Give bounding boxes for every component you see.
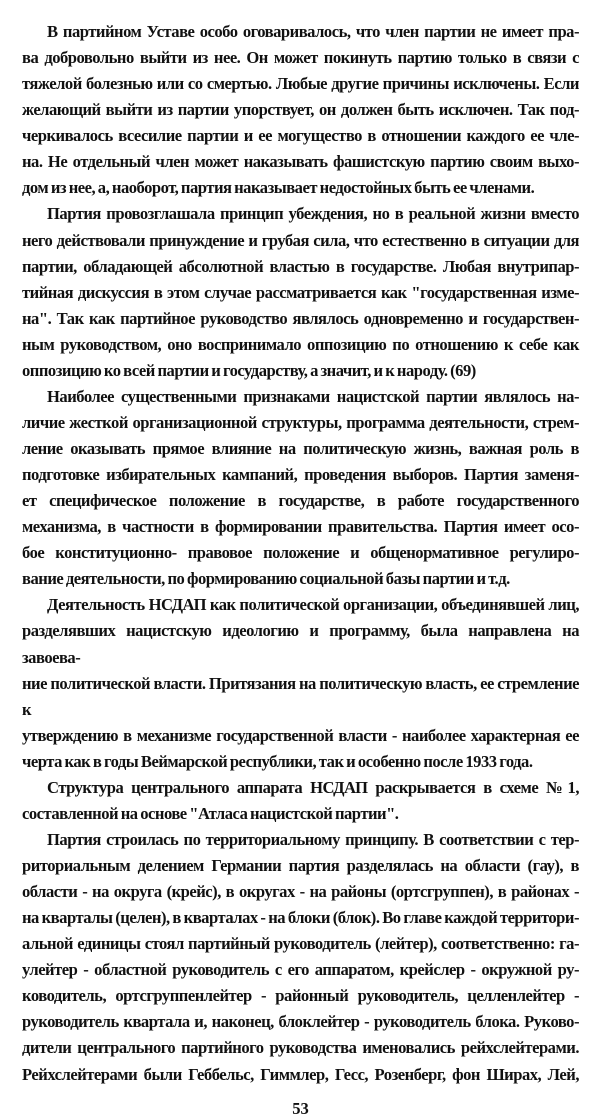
- text-line: черта как в годы Веймарской республики, так и особенно после 1933 года.: [22, 751, 533, 771]
- paragraph: [22, 384, 579, 593]
- text-line: него действовали принуждение и грубая сила, что естественно в ситуации для: [22, 230, 579, 250]
- text-line: Структура центрального аппарата НСДАП раскрывается в схеме №1,: [47, 777, 579, 797]
- text-line: риториальным делением Германии партия разделялась на области (гау), в: [22, 856, 579, 875]
- text-line: ководитель, ортсгруппенлейтер - районный руководитель, целленлейтер -: [22, 986, 579, 1006]
- text-line: Партия провозглашала принцип убеждения, но в реальной жизни вместо: [47, 204, 579, 224]
- text-line: тяжелой болезнью или со смертью. Любые другие причины исключены. Если: [22, 74, 579, 94]
- text-line: Деятельность НСДАП как политической организации, объединявшей лиц,: [47, 595, 579, 615]
- text-line: области - на округа (крейс), в округах - на районы (ортсгруппен), в районах -: [22, 882, 579, 902]
- text-line: ет специфическое положение в государстве, в работе государственного: [22, 491, 579, 511]
- text-line: черкивалось всесилие партии и ее могущество в отношении каждого ее чле-: [22, 126, 579, 146]
- text-line: ва добровольно выйти из нее. Он может покинуть партию только в связи с: [22, 48, 579, 68]
- text-line: тийная дискуссия в этом случае рассматривается как "государственная изме-: [22, 282, 579, 302]
- text-line: составленной на основе "Атласа нацистской партии".: [22, 803, 399, 823]
- text-line: вание деятельности, по формированию социальной базы партии и т.д.: [22, 569, 510, 589]
- paragraph: [22, 201, 579, 383]
- paragraph: [22, 592, 579, 774]
- paragraph: [22, 19, 579, 201]
- text-line: улейтер - областной руководитель с его аппаратом, крейслер - окружной ру-: [22, 960, 579, 980]
- paragraph: [22, 827, 579, 1088]
- text-line: бое конституционно- правовое положение и общенормативное регулиро-: [22, 543, 579, 563]
- text-line: партии, обладающей абсолютной властью в государстве. Любая внутрипар-: [22, 256, 579, 276]
- text-line: дом из нее, а, наоборот, партия наказывает недостойных быть ее членами.: [22, 178, 535, 198]
- text-line: утверждению в механизме государственной власти - наиболее характерная ее: [22, 725, 579, 745]
- text-line: механизма, в частности в формировании правительства. Партия имеет осо-: [22, 517, 579, 537]
- page-number: 53: [292, 1098, 309, 1118]
- text-line: Рейхслейтерами были Геббельс, Гиммлер, Гесс, Розенберг, фон Ширах, Лей,: [22, 1064, 579, 1084]
- text-line: ние политической власти. Притязания на политическую власть, ее стремление к: [22, 673, 579, 719]
- text-line: разделявших нацистскую идеологию и программу, была направлена на завоева-: [22, 621, 579, 667]
- text-line: В партийном Уставе особо оговаривалось, что член партии не имеет пра-: [47, 22, 579, 41]
- text-line: на. Не отдельный член может наказывать фашистскую партию своим выхо-: [22, 152, 579, 172]
- text-line: альной единицы стоял партийный руководитель (лейтер), соответственно: га-: [22, 934, 579, 954]
- text-line: на". Так как партийное руководство являлось одновременно и государствен-: [22, 308, 579, 328]
- text-line: Партия строилась по территориальному принципу. В соответствии с тер-: [47, 829, 579, 849]
- text-line: ным руководством, оно воспринимало оппозицию по отношению к себе как: [22, 334, 579, 354]
- text-line: желающий выйти из партии упорствует, он должен быть исключен. Так под-: [22, 100, 579, 120]
- text-line: подготовке избирательных кампаний, проведения выборов. Партия заменя-: [22, 465, 579, 485]
- text-line: Наиболее существенными признаками нацистской партии являлось на-: [47, 386, 579, 406]
- text-line: личие жесткой организационной структуры, программа деятельности, стрем-: [22, 412, 579, 432]
- text-line: на кварталы (целен), в кварталах - на блоки (блок). Во главе каждой территори-: [22, 908, 579, 928]
- page-body: [22, 19, 579, 1088]
- paragraph: [22, 775, 579, 827]
- text-line: ление оказывать прямое влияние на политическую жизнь, важная роль в: [22, 439, 579, 458]
- text-line: руководитель квартала и, наконец, блоклейтер - руководитель блока. Руково-: [22, 1012, 579, 1032]
- text-line: оппозицию ко всей партии и государству, а значит, и к народу. (69): [22, 360, 476, 380]
- text-line: дители центрального партийного руководства именовались рейхслейтерами.: [22, 1038, 579, 1058]
